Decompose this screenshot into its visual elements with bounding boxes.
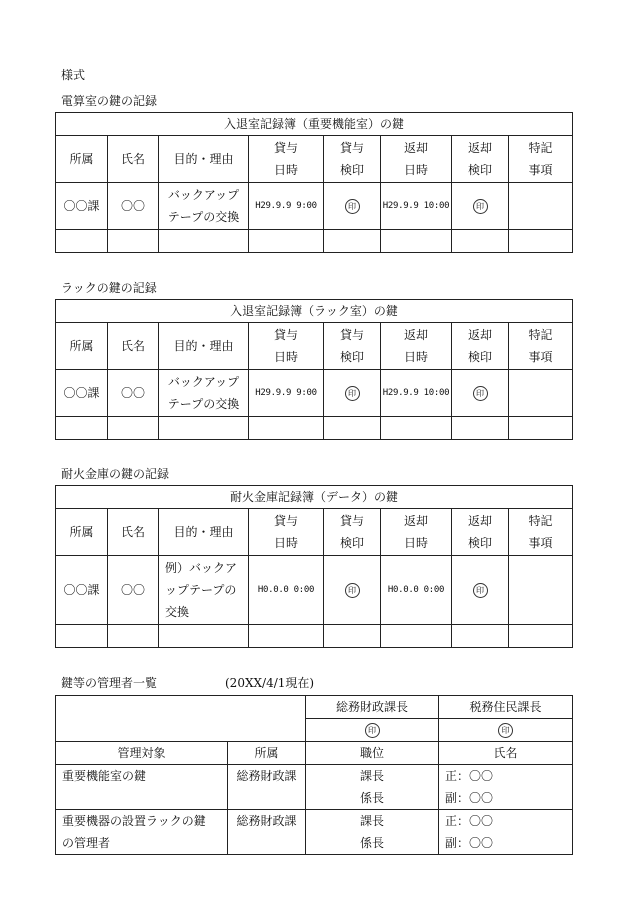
seal-icon: 印 — [345, 199, 360, 214]
cell-notes — [509, 183, 573, 230]
cell-lend-datetime: H0.0.0 0:00 — [249, 556, 324, 625]
cell-return-seal — [452, 370, 509, 417]
cell-lend-seal — [324, 556, 381, 625]
header-lend-datetime: 貸与 日時 — [249, 136, 324, 183]
header-lend-seal: 貸与 検印 — [324, 509, 381, 556]
cell-notes — [509, 556, 573, 625]
header-position: 職位 — [306, 742, 439, 765]
table-row-empty — [56, 625, 573, 648]
header-affiliation: 所属 — [56, 136, 108, 183]
cell-lend-seal — [324, 370, 381, 417]
cell-purpose: 例）バックア ップテープの 交換 — [159, 556, 249, 625]
table-title: 入退室記録簿（ラック室）の鍵 — [56, 300, 573, 323]
cell-affiliation: 総務財政課 — [228, 810, 306, 855]
managers-label: 鍵等の管理者一覧 — [61, 676, 158, 690]
cell-positions: 課長 係長 — [306, 810, 439, 855]
key-record-table-fireproof-safe — [55, 485, 573, 648]
cell-return-datetime: H29.9.9 10:00 — [381, 370, 452, 417]
cell-affiliation: 〇〇課 — [56, 183, 108, 230]
header-name: 氏名 — [108, 323, 159, 370]
blank-corner — [56, 696, 306, 742]
header-target: 管理対象 — [56, 742, 228, 765]
header-purpose: 目的・理由 — [159, 323, 249, 370]
cell-name: 〇〇 — [108, 370, 159, 417]
table-title: 耐火金庫記録簿（データ）の鍵 — [56, 486, 573, 509]
header-affiliation: 所属 — [56, 323, 108, 370]
cell-purpose: バックアップ テープの交換 — [159, 183, 249, 230]
cell-return-seal — [452, 556, 509, 625]
table-row-empty — [56, 417, 573, 440]
approver-tax-residents: 税務住民課長 — [439, 696, 573, 719]
cell-purpose: バックアップ テープの交換 — [159, 370, 249, 417]
key-managers-table — [55, 695, 573, 855]
header-notes: 特記 事項 — [509, 136, 573, 183]
cell-names: 正：〇〇 副：〇〇 — [439, 810, 573, 855]
seal-icon: 印 — [473, 583, 488, 598]
key-record-table-rack — [55, 299, 573, 440]
header-return-seal: 返却 検印 — [452, 323, 509, 370]
section-label-computer-room: 電算室の鍵の記録 — [61, 94, 158, 108]
cell-target: 重要機器の設置ラックの鍵 の管理者 — [56, 810, 228, 855]
form-label: 様式 — [61, 68, 86, 82]
seal-icon: 印 — [365, 723, 380, 738]
header-return-datetime: 返却 日時 — [381, 136, 452, 183]
header-return-datetime: 返却 日時 — [381, 323, 452, 370]
header-lend-seal: 貸与 検印 — [324, 136, 381, 183]
section-label-fireproof-safe: 耐火金庫の鍵の記録 — [61, 467, 170, 481]
seal-icon: 印 — [498, 723, 513, 738]
cell-lend-seal — [324, 183, 381, 230]
cell-affiliation: 総務財政課 — [228, 765, 306, 810]
cell-lend-datetime: H29.9.9 9:00 — [249, 183, 324, 230]
key-record-table-computer-room — [55, 112, 573, 253]
cell-name: 〇〇 — [108, 183, 159, 230]
seal-icon: 印 — [473, 199, 488, 214]
approver-seal — [306, 719, 439, 742]
cell-return-seal — [452, 183, 509, 230]
header-return-seal: 返却 検印 — [452, 509, 509, 556]
cell-names: 正：〇〇 副：〇〇 — [439, 765, 573, 810]
cell-affiliation: 〇〇課 — [56, 370, 108, 417]
cell-target: 重要機能室の鍵 — [56, 765, 228, 810]
header-purpose: 目的・理由 — [159, 509, 249, 556]
cell-affiliation: 〇〇課 — [56, 556, 108, 625]
cell-lend-datetime: H29.9.9 9:00 — [249, 370, 324, 417]
header-notes: 特記 事項 — [509, 509, 573, 556]
header-notes: 特記 事項 — [509, 323, 573, 370]
cell-notes — [509, 370, 573, 417]
seal-icon: 印 — [473, 386, 488, 401]
cell-return-datetime: H29.9.9 10:00 — [381, 183, 452, 230]
header-affiliation: 所属 — [56, 509, 108, 556]
cell-return-datetime: H0.0.0 0:00 — [381, 556, 452, 625]
header-lend-datetime: 貸与 日時 — [249, 509, 324, 556]
seal-icon: 印 — [345, 583, 360, 598]
seal-icon: 印 — [345, 386, 360, 401]
header-name: 氏名 — [108, 509, 159, 556]
header-affiliation: 所属 — [228, 742, 306, 765]
header-lend-seal: 貸与 検印 — [324, 323, 381, 370]
section-label-rack: ラックの鍵の記録 — [61, 281, 157, 295]
header-return-seal: 返却 検印 — [452, 136, 509, 183]
approver-general-affairs: 総務財政課長 — [306, 696, 439, 719]
cell-name: 〇〇 — [108, 556, 159, 625]
header-purpose: 目的・理由 — [159, 136, 249, 183]
table-row — [56, 810, 573, 855]
header-name: 氏名 — [439, 742, 573, 765]
header-lend-datetime: 貸与 日時 — [249, 323, 324, 370]
approver-seal — [439, 719, 573, 742]
table-title: 入退室記録簿（重要機能室）の鍵 — [56, 113, 573, 136]
cell-positions: 課長 係長 — [306, 765, 439, 810]
header-name: 氏名 — [108, 136, 159, 183]
table-row — [56, 765, 573, 810]
table-row-empty — [56, 230, 573, 253]
header-return-datetime: 返却 日時 — [381, 509, 452, 556]
as-of-date: (20XX/4/1現在) — [225, 676, 315, 690]
